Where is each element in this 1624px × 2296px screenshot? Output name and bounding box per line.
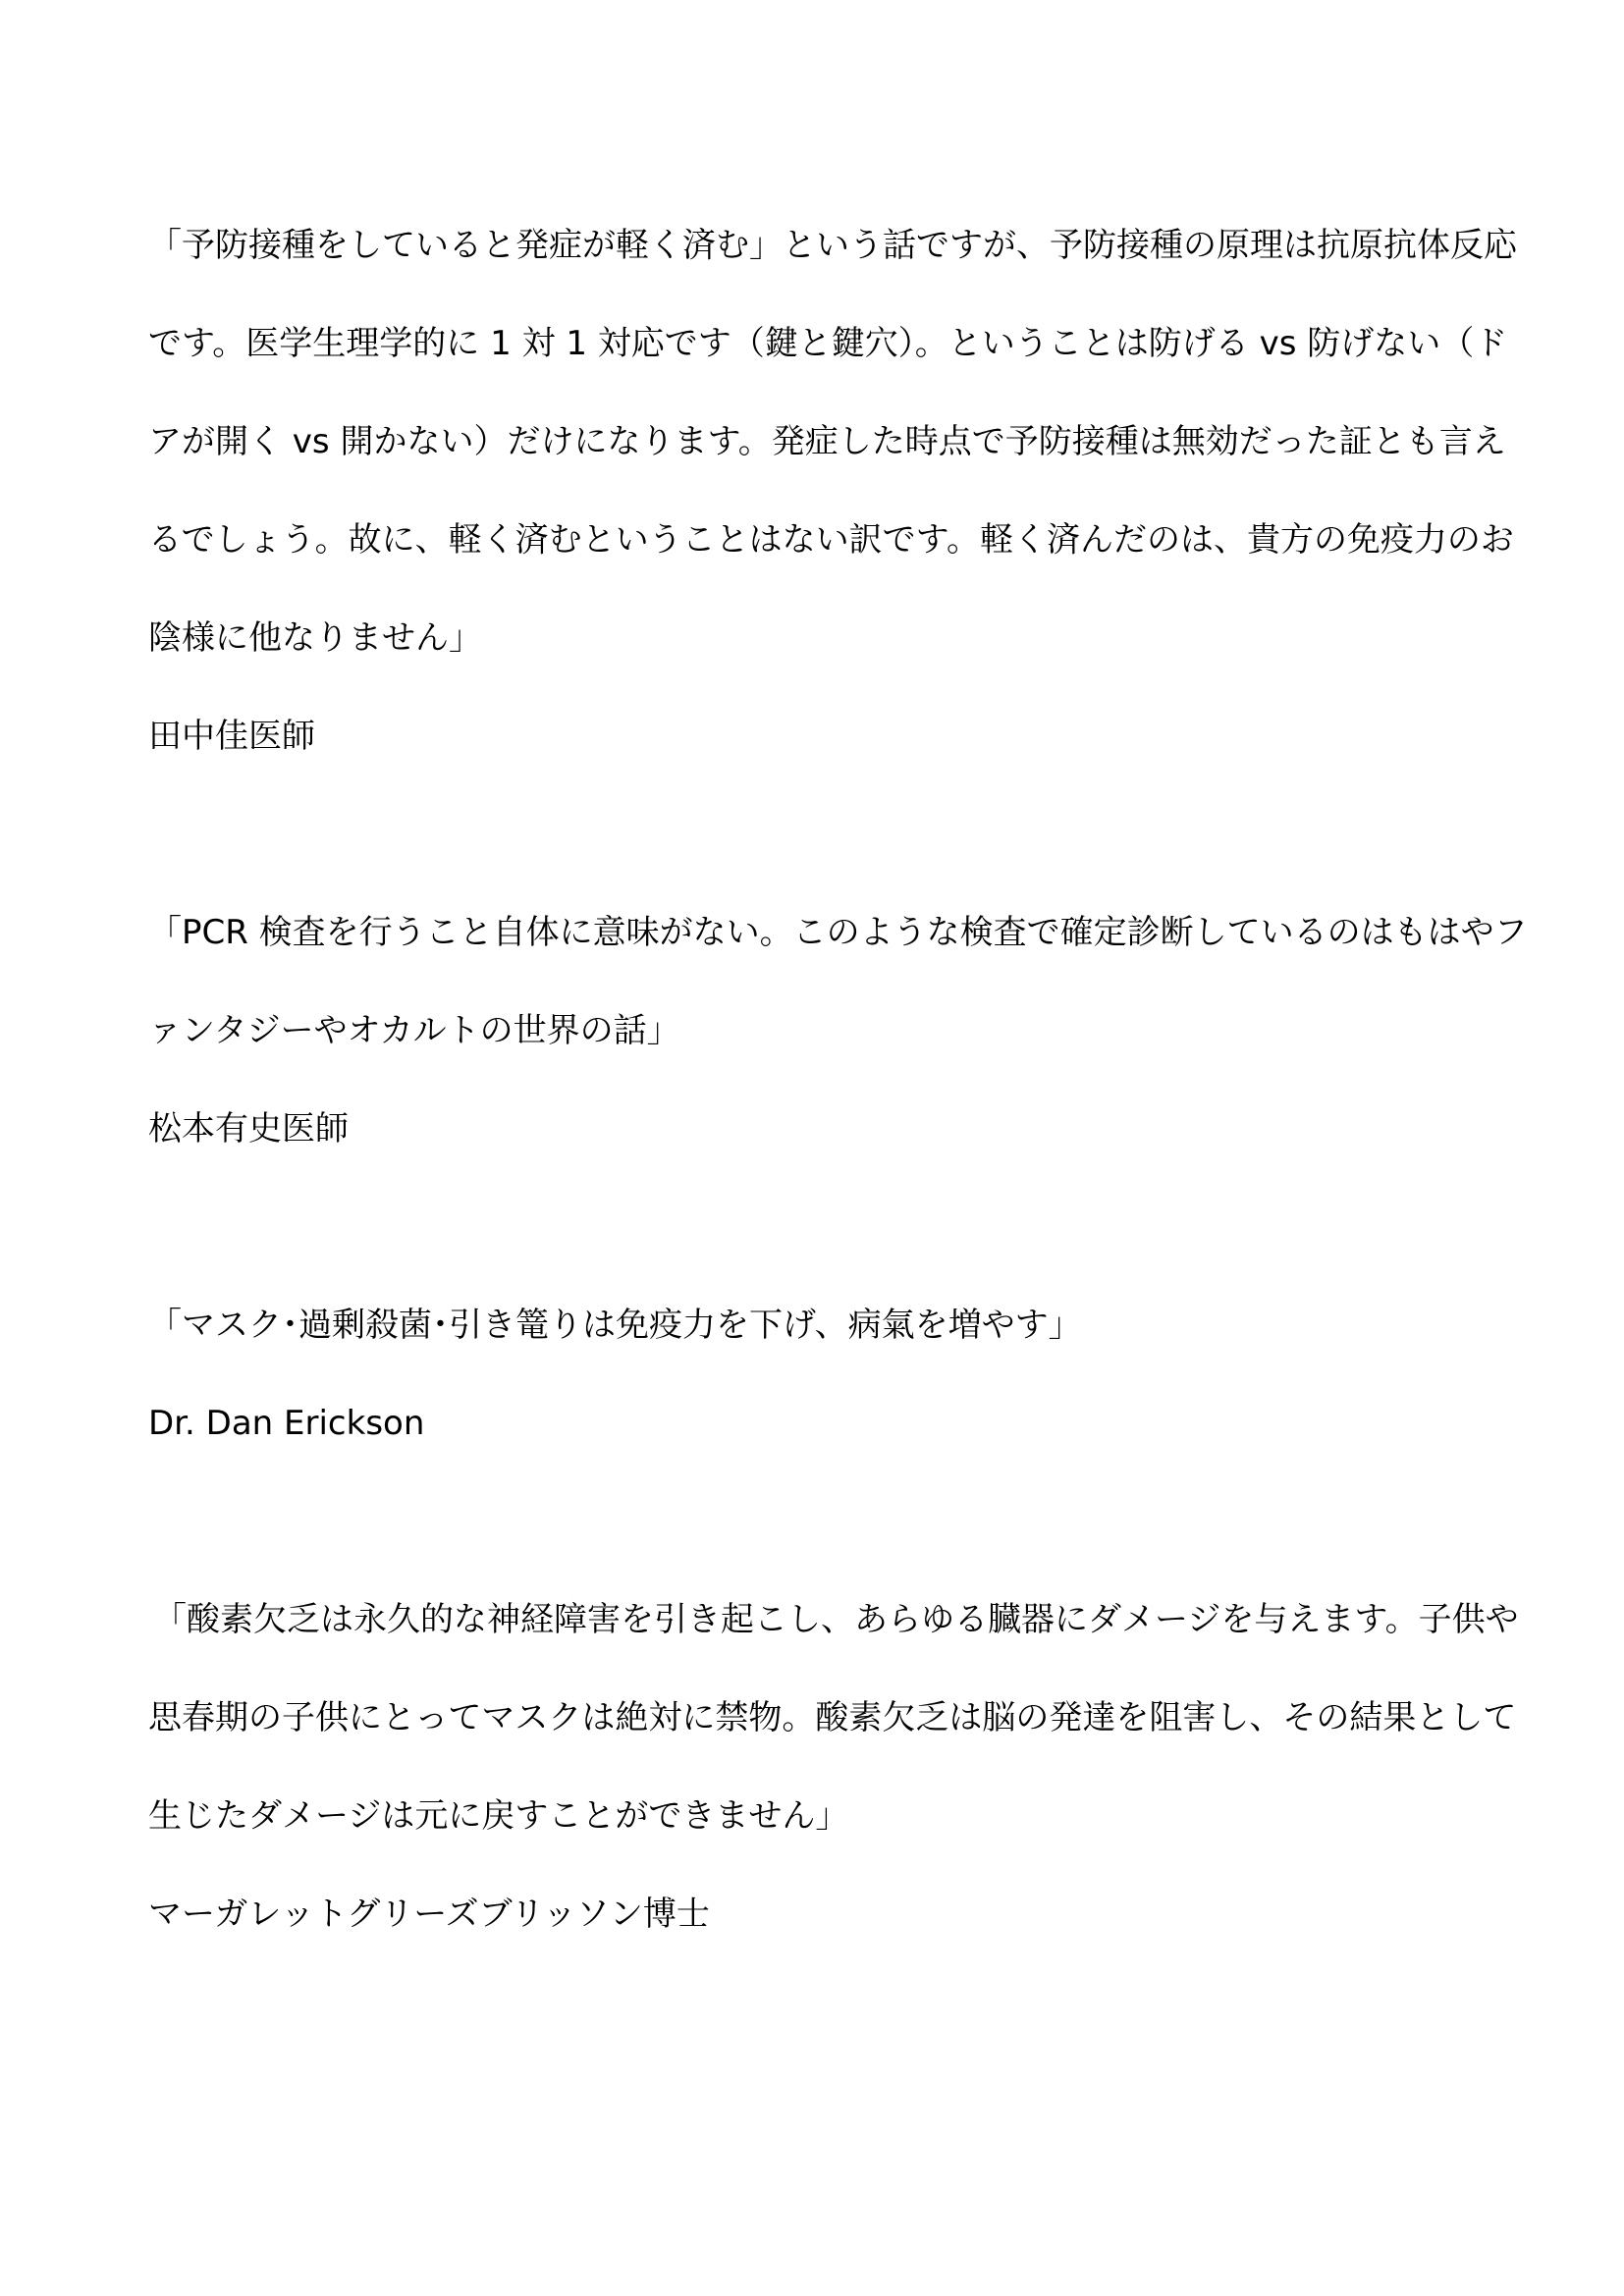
quote-1-author: 田中佳医師 xyxy=(148,717,315,756)
quote-4-line-2: 思春期の子供にとってマスクは絶対に禁物。酸素欠乏は脳の発達を阻害し、その結果として xyxy=(148,1698,1517,1737)
quote-1-line-2: です。医学生理学的に 1 対 1 対応です（鍵と鍵穴）。ということは防げる vs 防げない（ド xyxy=(148,324,1508,363)
quote-4-line-1: 「酸素欠乏は永久的な神経障害を引き起こし、あらゆる臓器にダメージを与えます。子供や xyxy=(153,1600,1519,1639)
quote-2-author: 松本有史医師 xyxy=(148,1109,349,1148)
quote-2-line-2: ァンタジーやオカルトの世界の話」 xyxy=(148,1011,680,1050)
quote-3-author: Dr. Dan Erickson xyxy=(148,1404,425,1443)
quote-1-line-4: るでしょう。故に、軽く済むということはない訳です。軽く済んだのは、貴方の免疫力のお xyxy=(148,520,1514,560)
quote-4-author: マーガレットグリーズブリッソン博士 xyxy=(148,1895,710,1934)
quote-3-line-1: 「マスク･過剰殺菌･引き篭りは免疫力を下げ、病氣を増やす」 xyxy=(148,1306,1082,1345)
quote-1-line-5: 陰様に他なりません」 xyxy=(148,618,482,658)
quote-1-line-3: アが開く vs 開かない）だけになります。発症した時点で予防接種は無効だった証とも言え xyxy=(148,422,1506,461)
quote-1-line-1: 「予防接種をしていると発症が軽く済む」という話ですが、予防接種の原理は抗原抗体反応 xyxy=(148,226,1517,265)
quote-4-line-3: 生じたダメージは元に戻すことができません」 xyxy=(148,1796,849,1836)
quote-2-line-1: 「PCR 検査を行うこと自体に意味がない。このような検査で確定診断しているのはもはやフ xyxy=(148,913,1528,952)
